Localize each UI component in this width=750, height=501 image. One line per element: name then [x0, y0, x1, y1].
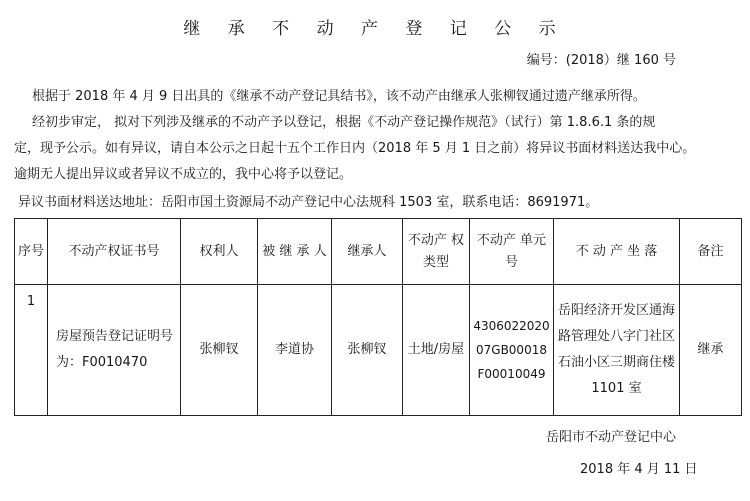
objection-address: 异议书面材料送达地址：岳阳市国土资源局不动产登记中心法规科 1503 室，联系电话：8691971。	[18, 195, 599, 210]
paragraph-basis: 根据于 2018 年 4 月 9 日出具的《继承不动产登记具结书》，该不动产由继承人张柳钗通过遗产继承所得。	[32, 89, 646, 104]
cell-cert: 房屋预告登记证明号为：F0010470	[48, 285, 181, 416]
header-decedent: 被 继 承 人	[258, 219, 332, 285]
table-header-row	[15, 219, 742, 285]
cell-owner: 张柳钗	[181, 285, 258, 416]
cell-type: 土地/房屋	[403, 285, 470, 416]
cell-decedent: 李道协	[258, 285, 332, 416]
paragraph-review: 经初步审定， 拟对下列涉及继承的不动产予以登记，根据《不动产登记操作规范》（试行）第 1.8.6.1 条的规	[32, 115, 656, 130]
table-row	[15, 285, 742, 416]
header-unit: 不动产 单元号	[470, 219, 554, 285]
header-owner: 权利人	[181, 219, 258, 285]
registration-table	[14, 218, 742, 416]
header-location: 不 动 产 坐 落	[554, 219, 680, 285]
header-cert: 不动产权证书号	[48, 219, 181, 285]
paragraph-review-cont: 定，现予公示。如有异议，请自本公示之日起十五个工作日内（2018 年 5 月 1 日之前）将异议书面材料送达我中心。	[14, 141, 696, 156]
header-type: 不动产 权类型	[403, 219, 470, 285]
header-heir: 继承人	[332, 219, 403, 285]
cell-seq: 1	[15, 285, 48, 416]
cell-remark: 继承	[680, 285, 742, 416]
cell-heir: 张柳钗	[332, 285, 403, 416]
issue-date: 2018 年 4 月 11 日	[580, 462, 698, 477]
document-number: 编号：(2018）继 160 号	[526, 53, 676, 68]
page-title: 继 承 不 动 产 登 记 公 示	[183, 19, 567, 39]
cell-unit: 430602202007GB00018F00010049	[470, 285, 554, 416]
issuer: 岳阳市不动产登记中心	[546, 430, 677, 445]
cell-location: 岳阳经济开发区通海路管理处八字门社区石油小区三期商住楼 1101 室	[554, 285, 680, 416]
paragraph-deadline: 逾期无人提出异议或者异议不成立的，我中心将予以登记。	[14, 167, 353, 182]
header-remark: 备注	[680, 219, 742, 285]
header-seq: 序号	[15, 219, 48, 285]
